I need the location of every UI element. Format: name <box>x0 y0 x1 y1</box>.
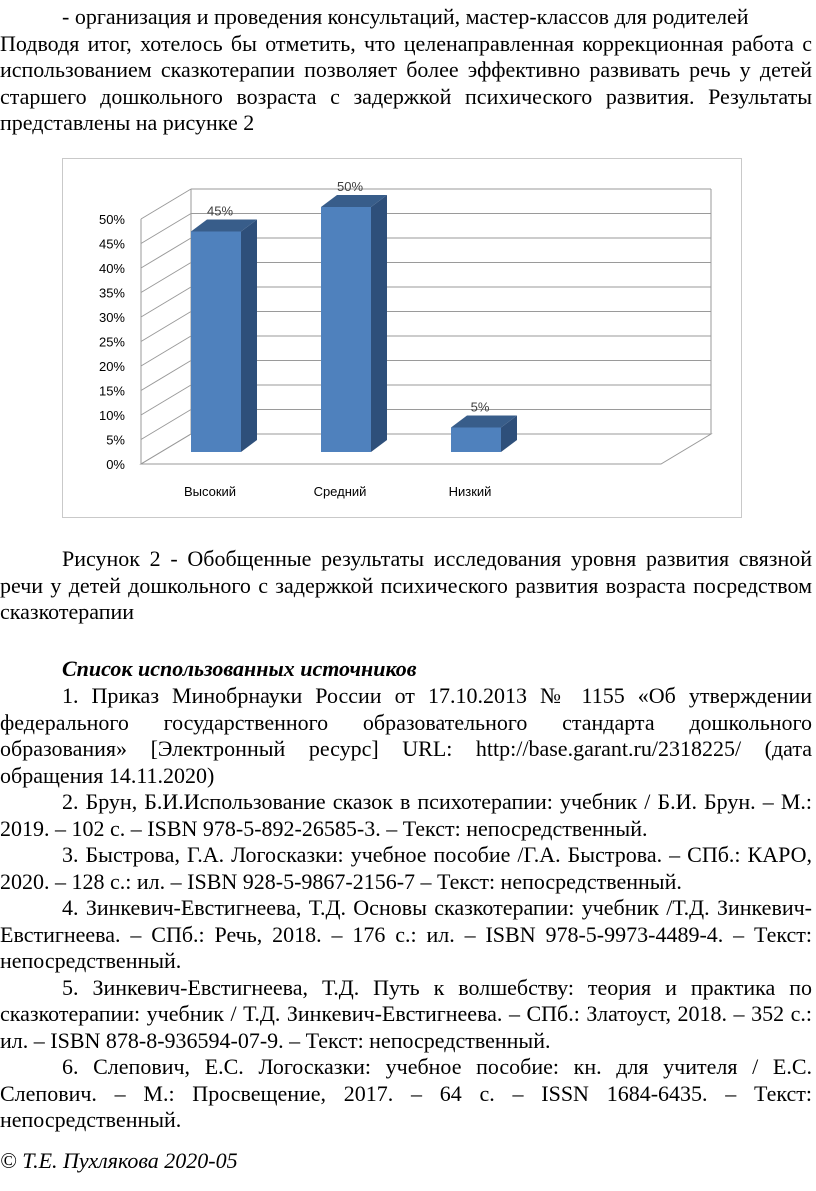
figure-caption: Рисунок 2 - Обобщенные результаты исследования уровня развития связной речи у детей дошкольного с задержкой психического развития возраста посредством сказкотерапии <box>0 546 812 624</box>
y-tick-label: 30% <box>98 310 125 325</box>
grid-line-side <box>141 312 191 342</box>
y-tick-label: 10% <box>98 408 125 423</box>
y-tick-label: 15% <box>98 383 125 399</box>
data-label: 5% <box>470 399 490 415</box>
reference-item: 4. Зинкевич-Евстигнеева, Т.Д. Основы сказкотерапии: учебник /Т.Д. Зинкевич-Евстигнеева. – СПб.: Речь, 2018. – 176 с.: ил. – ISBN 978-5-9973-4489-4. – Текст: непосредственный. <box>0 895 812 973</box>
y-tick-label: 5% <box>106 432 125 448</box>
references-title: Список использованных источников <box>62 656 417 681</box>
reference-item: 2. Брун, Б.И.Использование сказок в психотерапии: учебник / Б.И. Брун. – М.: 2019. – 102 с. – ISBN 978-5-892-26585-3. – Текст: непосредственный. <box>0 789 812 841</box>
x-tick-label: Средний <box>313 484 367 499</box>
reference-item: 6. Слепович, Е.С. Логосказки: учебное пособие: кн. для учителя / Е.С. Слепович. – М.: Просвещение, 2017. – 64 с. – ISSN 1684-6435. – Текст: непосредственный. <box>0 1054 812 1132</box>
data-label: 45% <box>206 203 234 219</box>
bar <box>321 207 371 452</box>
reference-item: 5. Зинкевич-Евстигнеева, Т.Д. Путь к волшебству: теория и практика по сказкотерапии: учебник / Т.Д. Зинкевич-Евстигнеева. – СПб.: Златоуст, 2018. – 352 с.: ил. – ISBN 878-8-936594-07-9. – Текст: непосредственный. <box>0 974 812 1053</box>
grid-line-side <box>141 238 191 268</box>
bar <box>191 232 241 453</box>
grid-line-side <box>141 336 191 366</box>
copyright-footer: © Т.Е. Пухлякова 2020-05 <box>0 1148 238 1173</box>
bar <box>451 428 501 453</box>
x-axis <box>184 484 491 499</box>
x-tick-label: Высокий <box>183 484 237 499</box>
reference-item: 3. Быстрова, Г.А. Логосказки: учебное пособие /Г.А. Быстрова. – СПб.: КАРО, 2020. – 128 с.: ил. – ISBN 928-5-9867-2156-7 – Текст: непосредственный. <box>0 842 812 894</box>
grid-line-side <box>141 214 191 244</box>
references-list <box>0 683 812 1134</box>
intro-block <box>0 4 812 137</box>
grid-line-side <box>141 385 191 415</box>
intro-line: - организация и проведения консультаций, мастер-классов для родителей <box>62 4 749 29</box>
grid-line-side <box>141 361 191 391</box>
data-label: 50% <box>336 179 364 194</box>
grid-line-side <box>141 263 191 293</box>
y-tick-label: 0% <box>106 457 125 472</box>
y-tick-label: 25% <box>98 334 125 350</box>
y-tick-label: 40% <box>98 261 125 276</box>
y-tick-label: 45% <box>98 236 125 252</box>
bar-side <box>371 195 387 452</box>
chart-bars <box>191 195 517 452</box>
y-tick-label: 35% <box>98 285 125 301</box>
y-tick-label: 20% <box>98 359 125 374</box>
intro-paragraph: Подводя итог, хотелось бы отметить, что целенаправленная коррекционная работа с использованием сказкотерапии позволяет более эффективно развивать речь у детей старшего дошкольного возраста с задержкой психического развития. Результаты представлены на рисунке 2 <box>0 30 812 135</box>
y-axis <box>99 212 141 472</box>
grid-line-side <box>141 189 191 219</box>
chart-figure <box>62 158 742 518</box>
x-tick-label: Низкий <box>448 484 492 499</box>
grid-line-side <box>141 287 191 317</box>
reference-item: 1. Приказ Минобрнауки России от 17.10.2013 № 1155 «Об утверждении федерального государственного образовательного стандарта дошкольного образования» [Электронный ресурс] URL: http://base.garant.ru/2318225/ (дата обращения 14.11.2020) <box>0 683 812 788</box>
bar-side <box>241 220 257 453</box>
bar-chart <box>63 159 741 517</box>
y-tick-label: 50% <box>98 212 125 227</box>
grid-line-side <box>141 410 191 440</box>
